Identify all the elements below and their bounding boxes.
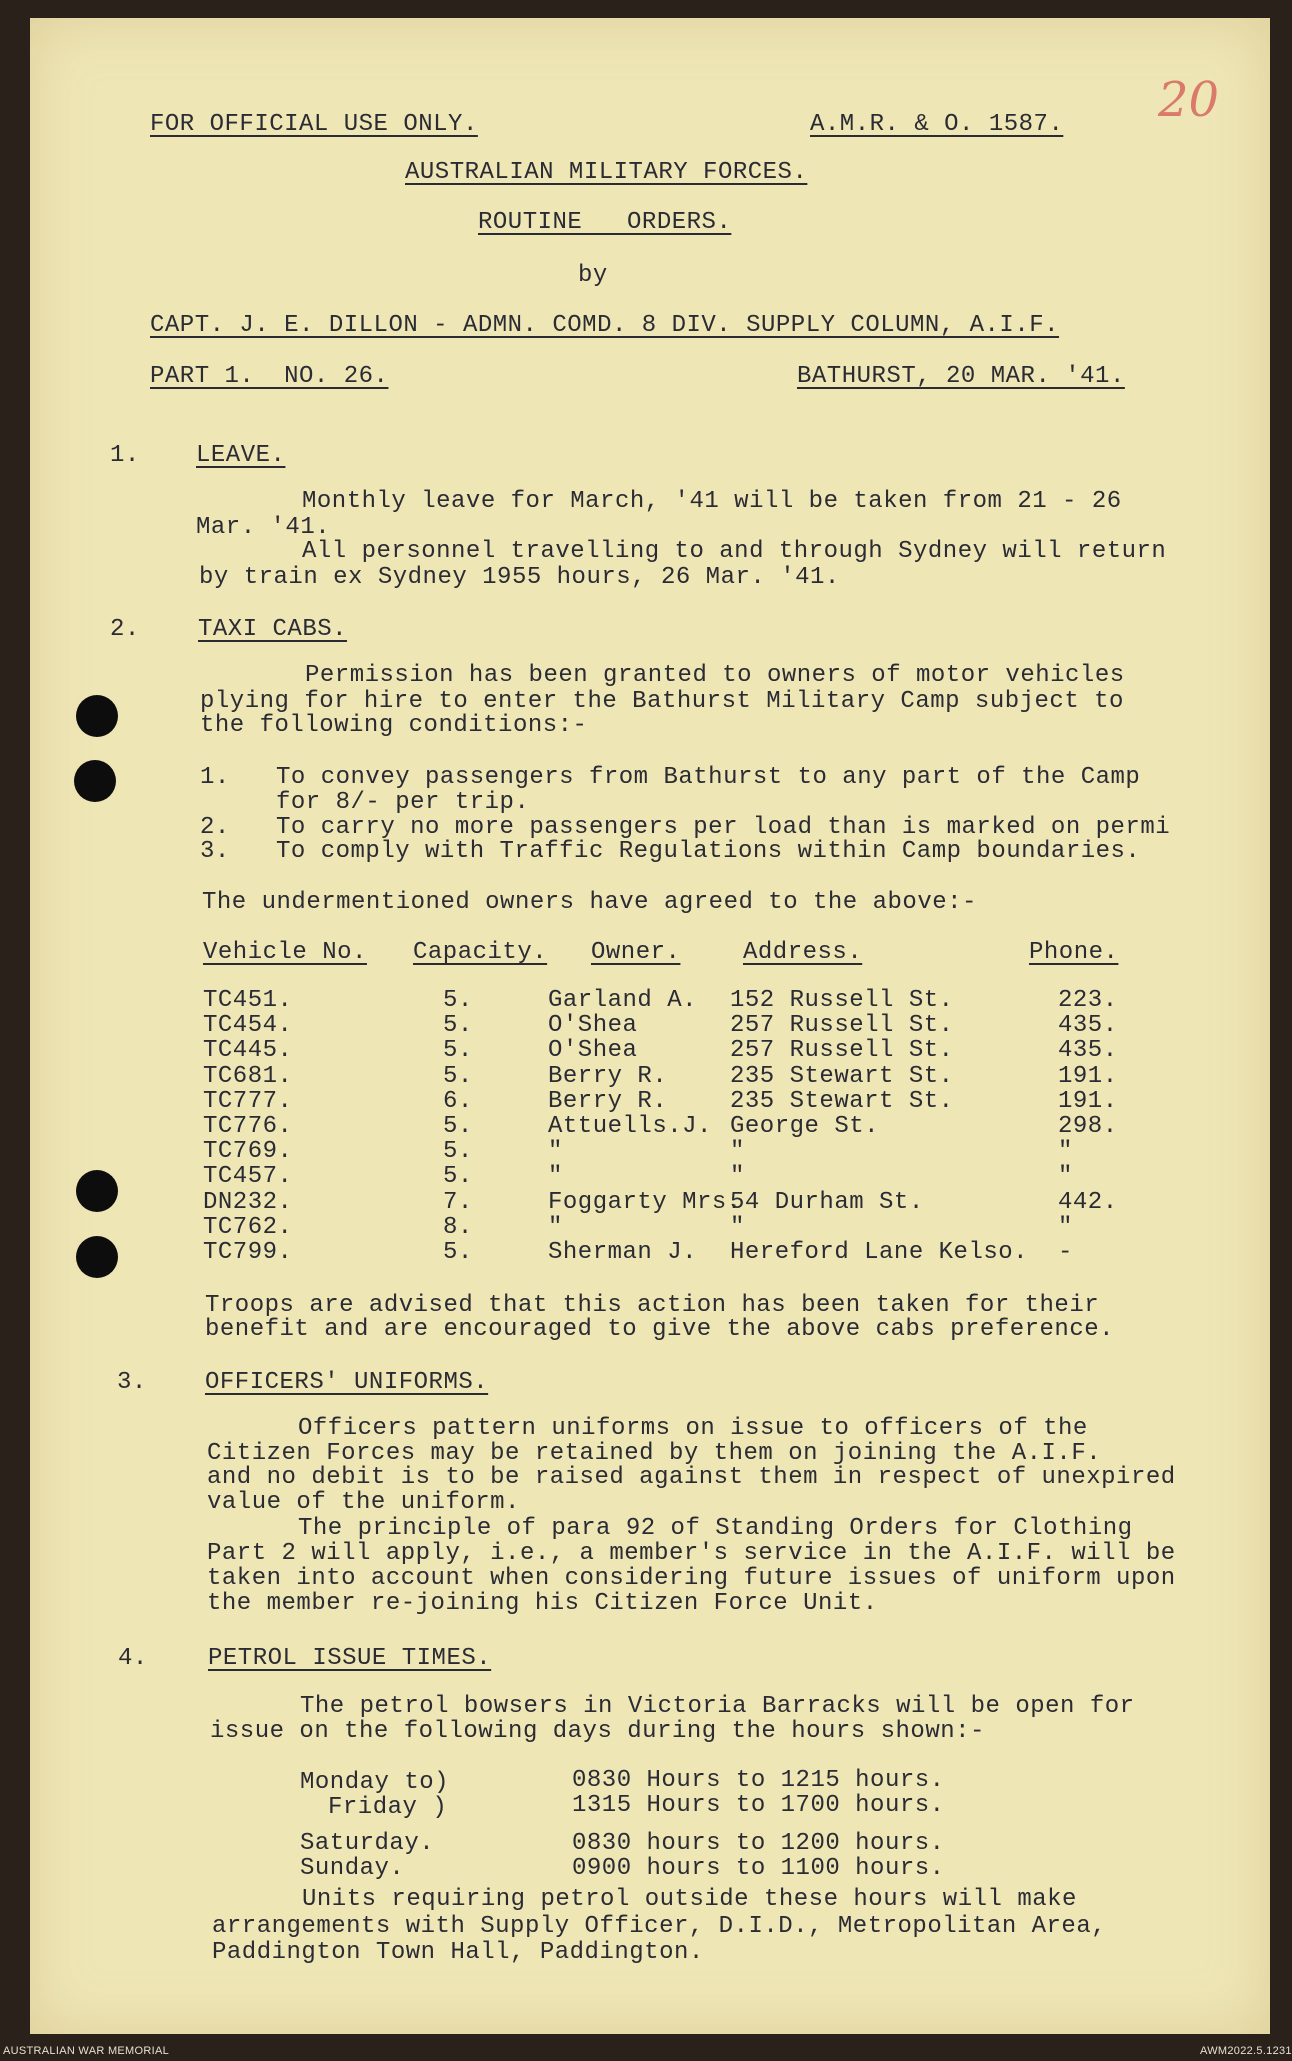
section-number: 3. [117,1369,147,1396]
place-date: BATHURST, 20 MAR. '41. [797,363,1125,390]
condition-text: To comply with Traffic Regulations within Camp boundaries. [276,838,1141,865]
address-cell: Hereford Lane Kelso. [730,1239,1029,1266]
punch-hole [76,695,118,737]
folio-number: 20 [1158,72,1220,128]
phone-cell: 435. [1058,1037,1118,1064]
schedule-time: 0900 hours to 1100 hours. [572,1855,945,1882]
vehicle-number-cell: DN232. [203,1189,293,1216]
document-type: ROUTINE ORDERS. [478,209,732,236]
leave-text: by train ex Sydney 1955 hours, 26 Mar. '41. [199,564,840,591]
owner-cell: Berry R. [548,1088,668,1115]
capacity-cell: 8. [443,1214,473,1241]
part-number: PART 1. NO. 26. [150,363,389,390]
condition-number: 2. [200,814,230,841]
owner-cell: Foggarty Mrs. [548,1189,742,1216]
phone-cell: " [1058,1138,1073,1165]
capacity-cell: 5. [443,1012,473,1039]
petrol-text: arrangements with Supply Officer, D.I.D., Metropolitan Area, [212,1913,1107,1940]
section-number: 1. [110,442,140,469]
uniforms-text: and no debit is to be raised against them in respect of unexpired [207,1464,1176,1491]
owner-cell: Garland A. [548,987,698,1014]
owner-cell: " [548,1138,563,1165]
by-line: by [578,262,608,289]
phone-cell: " [1058,1214,1073,1241]
capacity-cell: 6. [443,1088,473,1115]
leave-text: Mar. '41. [196,514,331,541]
punch-hole [76,1170,118,1212]
section-title-taxi-cabs: TAXI CABS. [198,616,348,643]
owner-cell: " [548,1214,563,1241]
vehicle-number-cell: TC681. [203,1063,293,1090]
organisation-heading: AUSTRALIAN MILITARY FORCES. [405,159,808,186]
vehicle-number-cell: TC454. [203,1012,293,1039]
author-line: CAPT. J. E. DILLON - ADMN. COMD. 8 DIV. SUPPLY COLUMN, A.I.F. [150,312,1060,339]
owner-cell: O'Shea [548,1037,638,1064]
capacity-cell: 5. [443,987,473,1014]
taxi-text: The undermentioned owners have agreed to the above:- [202,889,977,916]
schedule-day: Friday ) [328,1794,448,1821]
phone-cell: 435. [1058,1012,1118,1039]
condition-text: To convey passengers from Bathurst to any part of the Camp [276,764,1141,791]
column-header: Address. [743,939,863,966]
order-reference: A.M.R. & O. 1587. [810,111,1064,138]
taxi-text: plying for hire to enter the Bathurst Military Camp subject to [200,688,1124,715]
address-cell: 235 Stewart St. [730,1088,954,1115]
vehicle-number-cell: TC457. [203,1163,293,1190]
capacity-cell: 5. [443,1063,473,1090]
taxi-text: Permission has been granted to owners of motor vehicles [305,662,1125,689]
address-cell: 235 Stewart St. [730,1063,954,1090]
owner-cell: Attuells.J. [548,1113,712,1140]
column-header: Capacity. [413,939,548,966]
vehicle-number-cell: TC445. [203,1037,293,1064]
phone-cell: - [1058,1239,1073,1266]
owner-cell: Berry R. [548,1063,668,1090]
petrol-text: Paddington Town Hall, Paddington. [212,1939,704,1966]
schedule-day: Saturday. [300,1830,435,1857]
condition-number: 3. [200,838,230,865]
schedule-day: Sunday. [300,1855,405,1882]
schedule-time: 0830 hours to 1200 hours. [572,1830,945,1857]
column-header: Owner. [591,939,681,966]
column-header: Vehicle No. [203,939,367,966]
condition-text: To carry no more passengers per load than is marked on permi [276,814,1171,841]
vehicle-number-cell: TC799. [203,1239,293,1266]
petrol-text: The petrol bowsers in Victoria Barracks will be open for [300,1693,1135,1720]
uniforms-text: Part 2 will apply, i.e., a member's service in the A.I.F. will be [207,1540,1176,1567]
punch-hole [76,1236,118,1278]
capacity-cell: 5. [443,1138,473,1165]
vehicle-number-cell: TC769. [203,1138,293,1165]
phone-cell: 191. [1058,1088,1118,1115]
archive-reference: AWM2022.5.1231 [1200,2045,1292,2057]
column-header: Phone. [1029,939,1119,966]
schedule-time: 0830 Hours to 1215 hours. [572,1767,945,1794]
uniforms-text: the member re-joining his Citizen Force Unit. [207,1590,878,1617]
vehicle-number-cell: TC777. [203,1088,293,1115]
phone-cell: 442. [1058,1189,1118,1216]
capacity-cell: 5. [443,1163,473,1190]
section-title-leave: LEAVE. [196,442,286,469]
address-cell: 152 Russell St. [730,987,954,1014]
punch-hole [74,760,116,802]
section-title-officers-uniforms: OFFICERS' UNIFORMS. [205,1369,489,1396]
leave-text: All personnel travelling to and through Sydney will return [302,538,1167,565]
address-cell: " [730,1163,745,1190]
uniforms-text: The principle of para 92 of Standing Orders for Clothing [298,1515,1133,1542]
petrol-text: Units requiring petrol outside these hours will make [302,1886,1077,1913]
uniforms-text: Officers pattern uniforms on issue to officers of the [298,1415,1088,1442]
capacity-cell: 5. [443,1037,473,1064]
taxi-text: benefit and are encouraged to give the above cabs preference. [205,1316,1115,1343]
taxi-text: the following conditions:- [200,712,588,739]
schedule-day: Monday to) [300,1769,450,1796]
condition-text: for 8/- per trip. [276,789,530,816]
phone-cell: 191. [1058,1063,1118,1090]
leave-text: Monthly leave for March, '41 will be taken from 21 - 26 [302,488,1122,515]
vehicle-number-cell: TC776. [203,1113,293,1140]
capacity-cell: 5. [443,1113,473,1140]
phone-cell: " [1058,1163,1073,1190]
address-cell: " [730,1214,745,1241]
section-number: 2. [110,616,140,643]
capacity-cell: 7. [443,1189,473,1216]
address-cell: 54 Durham St. [730,1189,924,1216]
address-cell: 257 Russell St. [730,1037,954,1064]
uniforms-text: taken into account when considering future issues of uniform upon [207,1565,1176,1592]
taxi-text: Troops are advised that this action has been taken for their [205,1292,1100,1319]
archive-credit: AUSTRALIAN WAR MEMORIAL [3,2045,170,2057]
owner-cell: " [548,1163,563,1190]
owner-cell: Sherman J. [548,1239,698,1266]
uniforms-text: Citizen Forces may be retained by them on joining the A.I.F. [207,1440,1102,1467]
phone-cell: 223. [1058,987,1118,1014]
address-cell: " [730,1138,745,1165]
uniforms-text: value of the uniform. [207,1489,520,1516]
petrol-text: issue on the following days during the hours shown:- [210,1718,985,1745]
address-cell: George St. [730,1113,880,1140]
vehicle-number-cell: TC762. [203,1214,293,1241]
capacity-cell: 5. [443,1239,473,1266]
classification-label: FOR OFFICIAL USE ONLY. [150,111,478,138]
address-cell: 257 Russell St. [730,1012,954,1039]
schedule-time: 1315 Hours to 1700 hours. [572,1792,945,1819]
section-number: 4. [118,1645,148,1672]
condition-number: 1. [200,764,230,791]
owner-cell: O'Shea [548,1012,638,1039]
vehicle-number-cell: TC451. [203,987,293,1014]
section-title-petrol-issue-times: PETROL ISSUE TIMES. [208,1645,492,1672]
phone-cell: 298. [1058,1113,1118,1140]
